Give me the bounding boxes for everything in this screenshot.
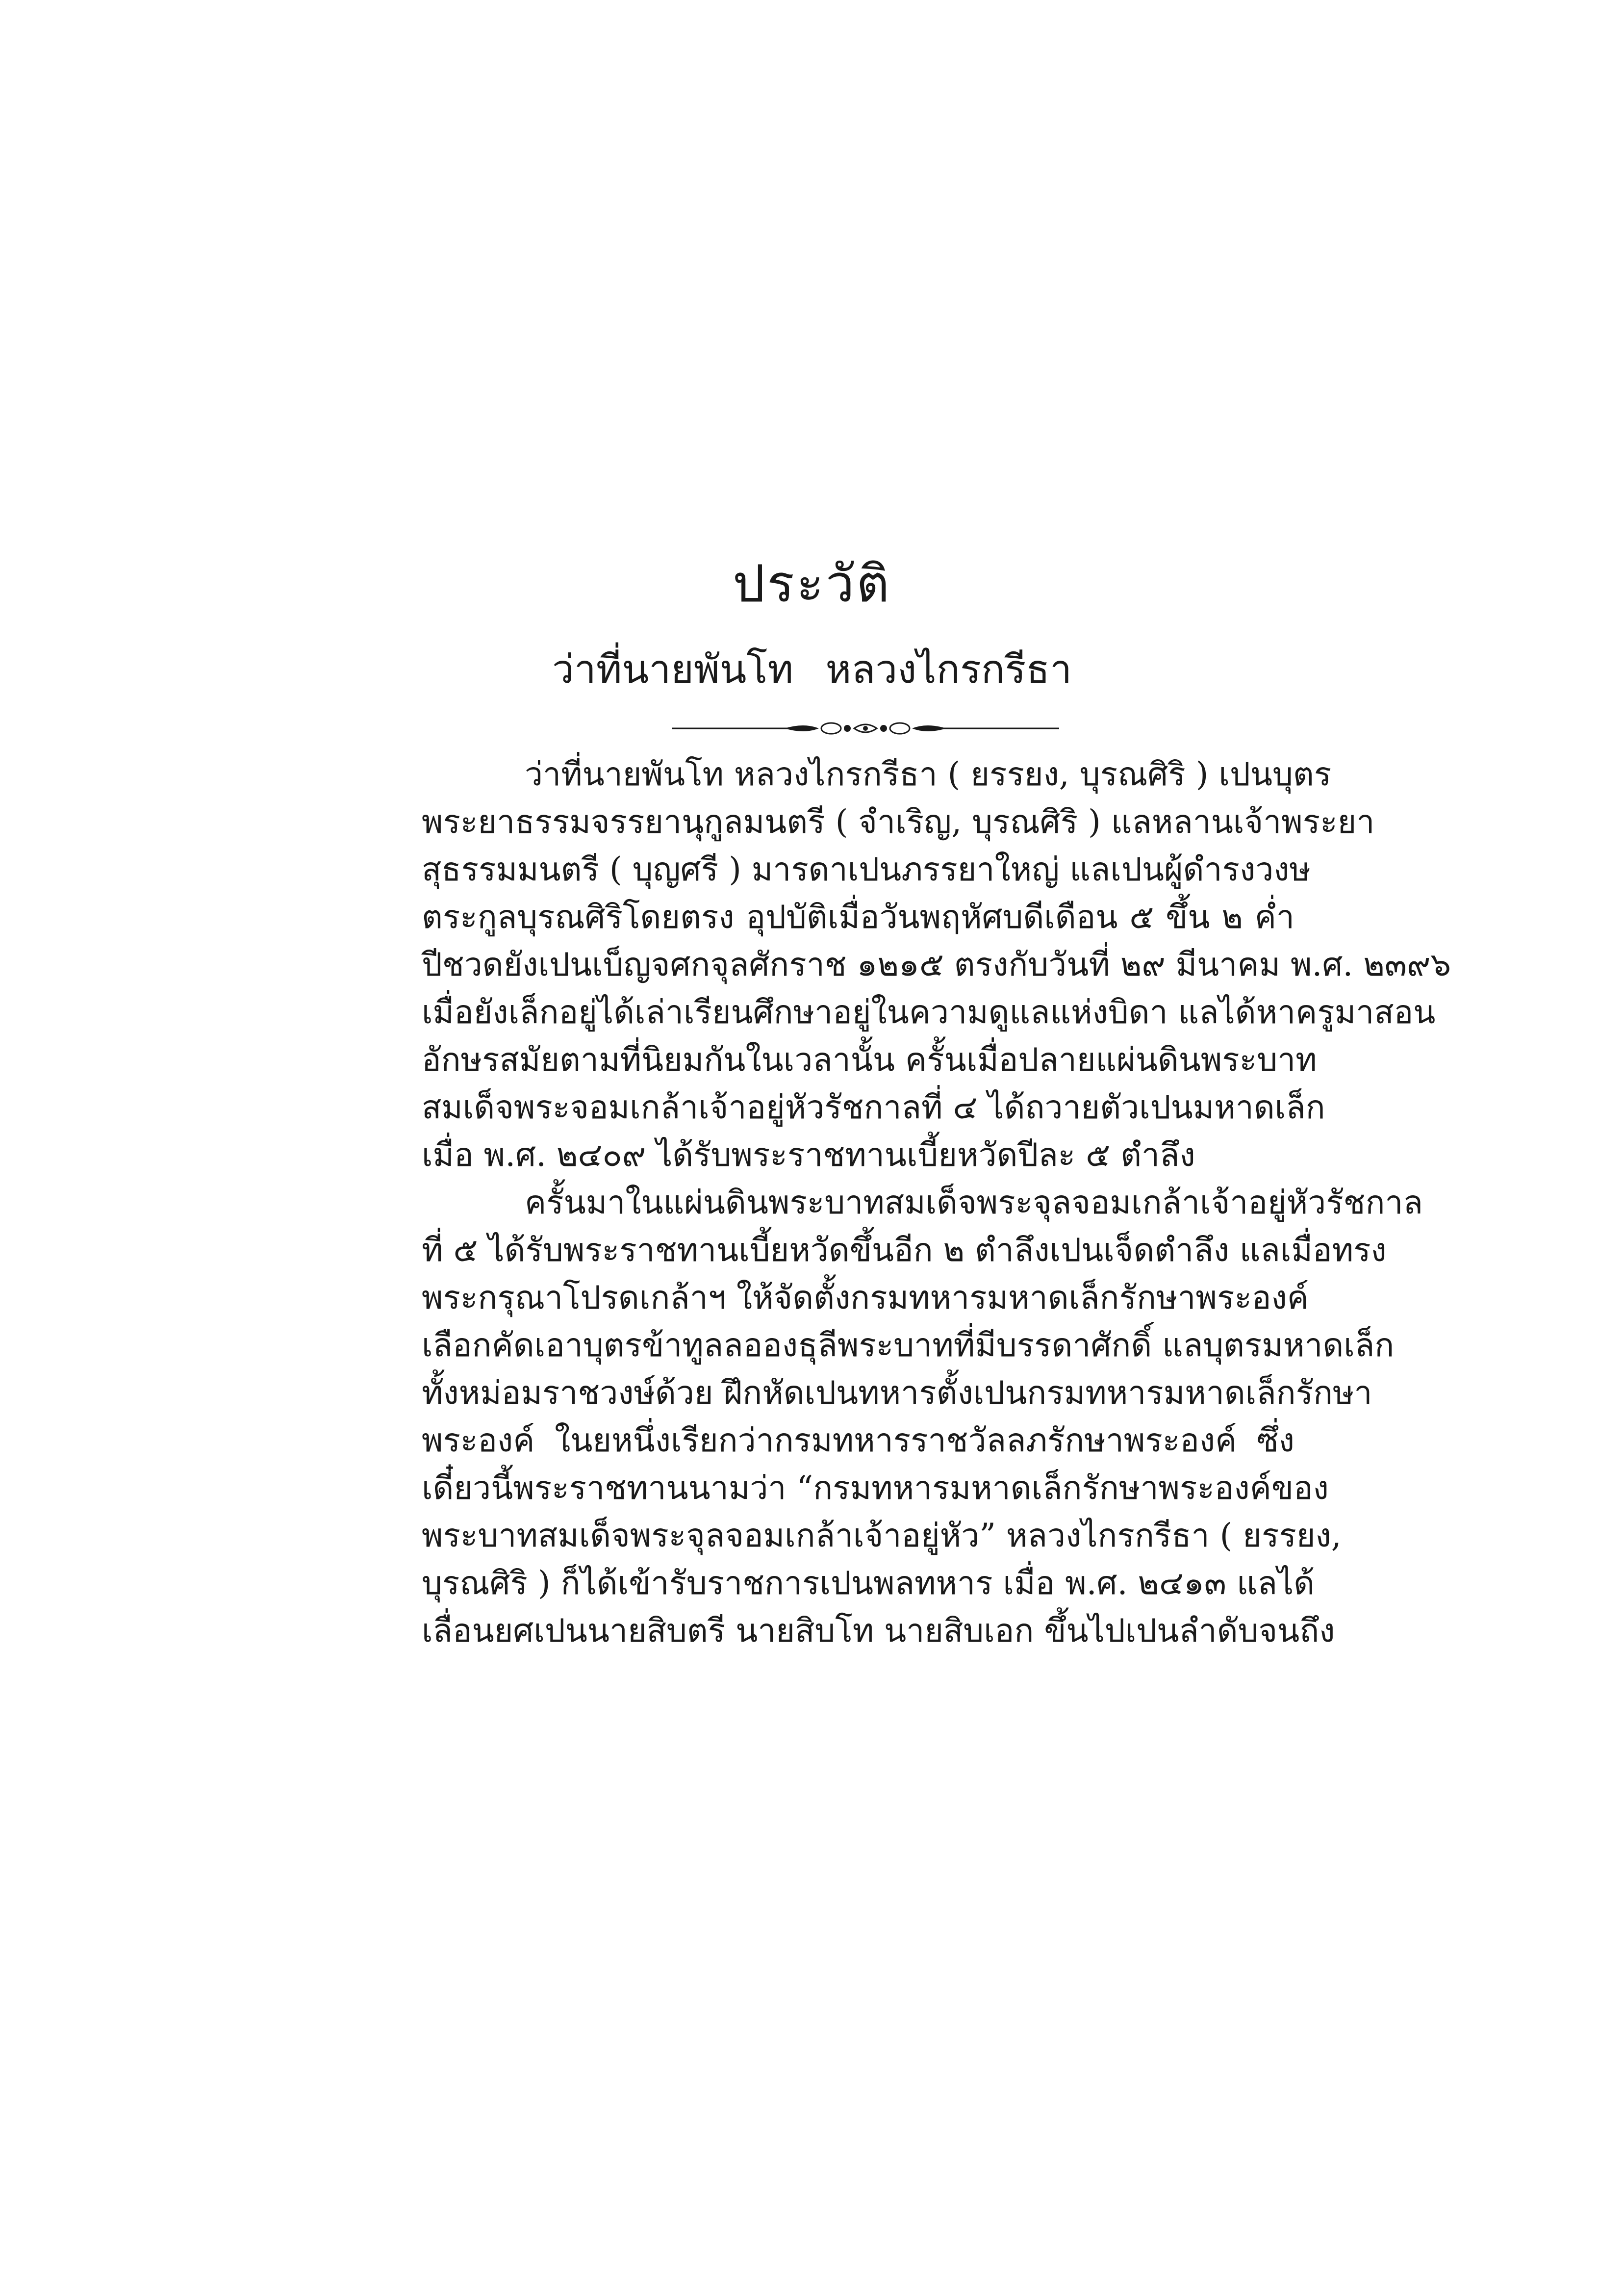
text-line: ที่ ๕ ได้รับพระราชทานเบี้ยหวัดขึ้นอีก ๒ ตำลึงเปนเจ็ดตำลึง แลเมื่อทรง bbox=[422, 1231, 1387, 1269]
text-line: เดี๋ยวนี้พระราชทานนามว่า “กรมทหารมหาดเล็กรักษาพระองค์ของ bbox=[422, 1469, 1329, 1507]
text-line: เลือกคัดเอาบุตรข้าทูลลอองธุลีพระบาทที่มีบรรดาศักดิ์ แลบุตรมหาดเล็ก bbox=[422, 1326, 1395, 1364]
text-line: พระยาธรรมจรรยานุกูลมนตรี ( จำเริญ, บุรณศิริ ) แลหลานเจ้าพระยา bbox=[422, 803, 1375, 841]
text-line: พระบาทสมเด็จพระจุลจอมเกล้าเจ้าอยู่หัว” หลวงไกรกรีธา ( ยรรยง, bbox=[422, 1517, 1342, 1554]
text-line: บุรณศิริ ) ก็ได้เข้ารับราชการเปนพลทหาร เมื่อ พ.ศ. ๒๔๑๓ แลได้ bbox=[422, 1564, 1315, 1602]
biography-body bbox=[422, 750, 1451, 1654]
divider-center-flourish bbox=[821, 723, 910, 734]
text-line: พระกรุณาโปรดเกล้าฯ ให้จัดตั้งกรมทหารมหาดเล็กรักษาพระองค์ bbox=[422, 1279, 1309, 1316]
text-line: ว่าที่นายพันโท หลวงไกรกรีธา ( ยรรยง, บุรณศิริ ) เปนบุตร bbox=[525, 755, 1332, 793]
text-line: เมื่อ พ.ศ. ๒๔๐๙ ได้รับพระราชทานเบี้ยหวัดปีละ ๕ ตำลึง bbox=[422, 1136, 1195, 1174]
text-line: ปีชวดยังเปนเบ็ญจศกจุลศักราช ๑๒๑๕ ตรงกับวันที่ ๒๙ มีนาคม พ.ศ. ๒๓๙๖ bbox=[422, 946, 1451, 983]
page-title: ประวัติ bbox=[733, 554, 891, 614]
page-subtitle: ว่าที่นายพันโท หลวงไกรกรีธา bbox=[552, 646, 1072, 692]
text-line: สุธรรมมนตรี ( บุญศรี ) มารดาเปนภรรยาใหญ่ แลเปนผู้ดำรงวงษ bbox=[422, 851, 1311, 888]
divider-line-left bbox=[672, 725, 819, 731]
text-line: เลื่อนยศเปนนายสิบตรี นายสิบโท นายสิบเอก ขึ้นไปเปนลำดับจนถึง bbox=[422, 1612, 1335, 1650]
text-line: อักษรสมัยตามที่นิยมกันในเวลานั้น ครั้นเมื่อปลายแผ่นดินพระบาท bbox=[422, 1041, 1317, 1079]
divider-line-right bbox=[912, 725, 1059, 731]
text-line: ครั้นมาในแผ่นดินพระบาทสมเด็จพระจุลจอมเกล้าเจ้าอยู่หัวรัชกาล bbox=[525, 1184, 1423, 1221]
text-line: ทั้งหม่อมราชวงษ์ด้วย ฝึกหัดเปนทหารตั้งเปนกรมทหารมหาดเล็กรักษา bbox=[422, 1374, 1372, 1412]
paragraph-1 bbox=[422, 750, 1451, 1179]
ornamental-divider bbox=[672, 714, 1059, 743]
text-line: เมื่อยังเล็กอยู่ได้เล่าเรียนศึกษาอยู่ในความดูแลแห่งบิดา แลได้หาครูมาสอน bbox=[422, 993, 1436, 1031]
text-line: ตระกูลบุรณศิริโดยตรง อุปบัติเมื่อวันพฤหัศบดีเดือน ๕ ขึ้น ๒ ค่ำ bbox=[422, 898, 1294, 936]
paragraph-2 bbox=[422, 1179, 1423, 1654]
text-line: พระองค์ ในยหนึ่งเรียกว่ากรมทหารราชวัลลภรักษาพระองค์ ซึ่ง bbox=[422, 1421, 1294, 1459]
text-line: สมเด็จพระจอมเกล้าเจ้าอยู่หัวรัชกาลที่ ๔ ได้ถวายตัวเปนมหาดเล็ก bbox=[422, 1088, 1325, 1126]
